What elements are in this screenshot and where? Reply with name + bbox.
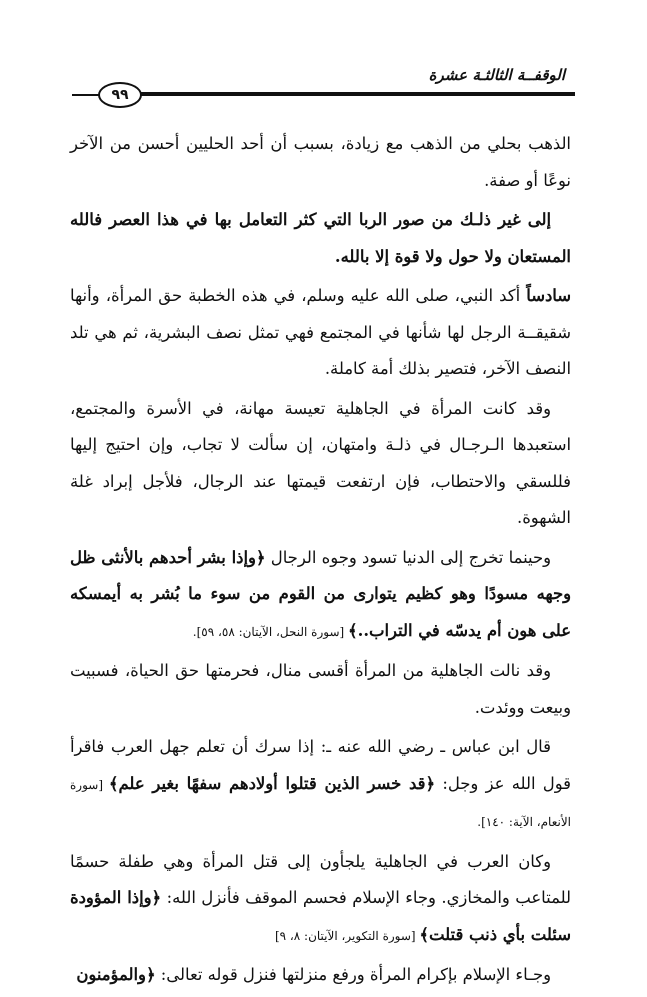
header-rule	[132, 92, 575, 96]
paragraph	[70, 957, 571, 994]
quran-verse: ﴿وإذا بشر أحدهم بالأنثى ظل وجهه مسودًا وهو كظيم يتوارى من القوم من سوء ما بُشر به أيمسكه على هون أم يدسّه في التراب..﴾	[70, 547, 571, 640]
paragraph-text: الذهب بحلي من الذهب مع زيادة، بسبب أن أحد الحليين أحسن من الآخر نوعًا أو صفة.	[70, 134, 571, 190]
verse-citation: [سورة الأنعام، الآية: ١٤٠].	[70, 777, 571, 829]
paragraph	[70, 653, 571, 726]
paragraph	[70, 540, 571, 651]
paragraph-text: وجـاء الإسلام بإكرام المرأة ورفع منزلتها فنزل قوله تعالى:	[155, 965, 551, 984]
paragraph	[70, 278, 571, 388]
quran-verse: ﴿وإذا المؤودة سئلت بأي ذنب قتلت﴾	[70, 888, 571, 944]
paragraph	[70, 126, 571, 199]
page-header	[0, 0, 647, 120]
paragraph	[70, 391, 571, 537]
page-body	[70, 126, 571, 997]
paragraph-text: إلى غير ذلـك من صور الربا التي كثر التعامل بها في هذا العصر فالله المستعان ولا حول ولا قوة إلا بالله.	[70, 210, 571, 266]
quran-verse: ﴿والمؤمنون	[76, 965, 156, 984]
paragraph	[70, 202, 571, 275]
quran-verse: ﴿قد خسر الذين قتلوا أولادهم سفهًا بغير علم﴾	[108, 773, 436, 793]
paragraph-text: أكد النبي، صلى الله عليه وسلم، في هذه الخطبة حق المرأة، وأنها شقيقــة الرجل لها شأنها في المجتمع فهي تمثل نصف البشرية، ثم هي تلد النصف الآخر، فتصير بذلك أمة كاملة.	[70, 286, 571, 378]
paragraph-text: قال ابن عباس ـ رضي الله عنه ـ: إذا سرك أن تعلم جهل العرب فاقرأ قول الله عز وجل:	[70, 737, 571, 793]
section-lead: سادساً	[526, 286, 571, 305]
paragraph-text: وقد نالت الجاهلية من المرأة أقسى منال، فحرمتها حق الحياة، فسبيت وبيعت ووئدت.	[70, 661, 571, 717]
verse-citation: [سورة النحل، الآيتان: ٥٨، ٥٩].	[192, 624, 349, 639]
running-title: الوقفــة الثالثـة عشرة	[428, 66, 565, 84]
paragraph	[70, 844, 571, 955]
paragraph-text: وقد كانت المرأة في الجاهلية تعيسة مهانة، في الأسرة والمجتمع، استعبدها الـرجـال في ذلـة وامتهان، إن سألت لا تجاب، وإن احتيج إليها فللسقي والاحتطاب، فإن ارتفعت قيمتها عند الرجال، فلأجل إبراد غلة الشهوة.	[70, 398, 571, 527]
paragraph-text: وكان العرب في الجاهلية يلجأون إلى قتل المرأة وهي طفلة حسمًا للمتاعب والمخازي. وجاء الإسلام فحسم الموقف فأنزل الله:	[70, 851, 571, 907]
paragraph	[70, 729, 571, 841]
verse-citation: [سورة التكوير، الآيتان: ٨، ٩]	[274, 928, 420, 943]
page-number: ٩٩	[98, 82, 142, 108]
paragraph-text: وحينما تخرج إلى الدنيا تسود وجوه الرجال	[265, 547, 552, 567]
